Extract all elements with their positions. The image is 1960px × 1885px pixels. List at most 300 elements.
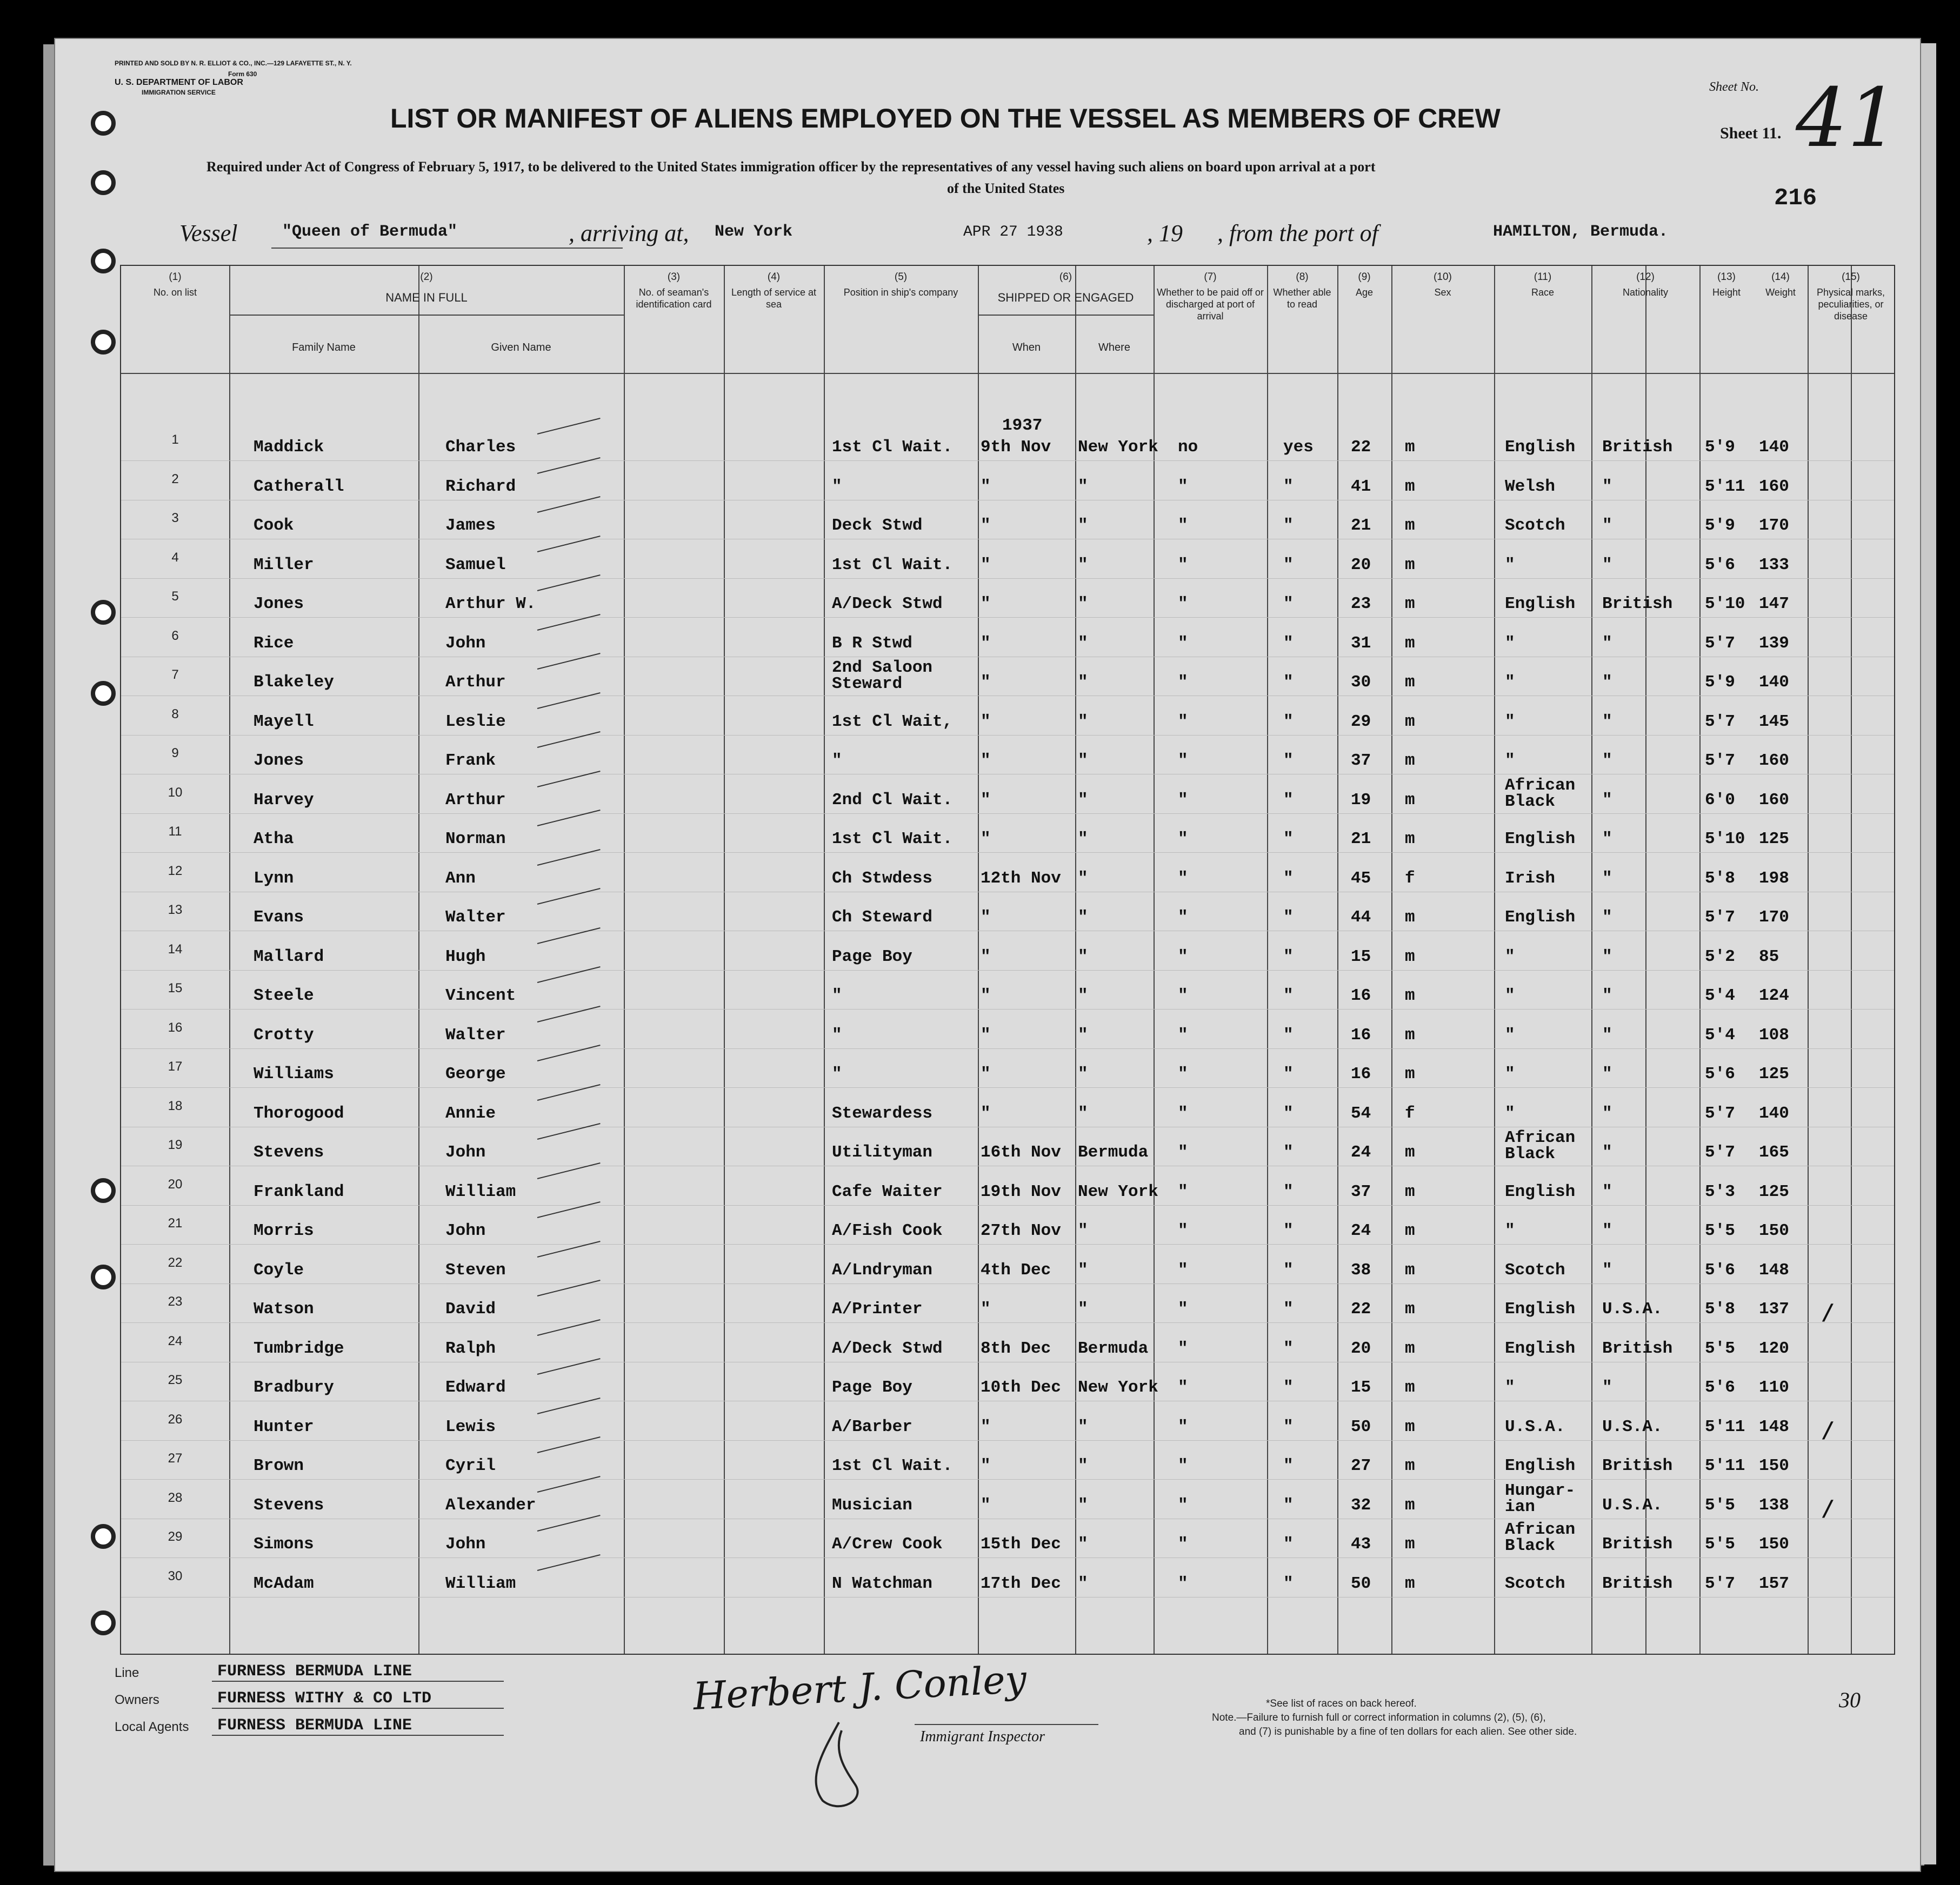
column-header: Nationality <box>1622 287 1669 298</box>
cell-position: A/Crew Cook <box>832 1535 943 1554</box>
cell-race: " <box>1505 633 1515 653</box>
note-fine-2: and (7) is punishable by a fine of ten dollars for each alien. See other side. <box>1239 1726 1577 1737</box>
cell-age: 20 <box>1351 1339 1371 1358</box>
cell-given: William <box>445 1182 516 1201</box>
punch-hole <box>91 1524 116 1549</box>
cell-position: Ch Steward <box>832 908 933 927</box>
cell-read: " <box>1283 908 1294 927</box>
sheet-label: Sheet 11. <box>1720 124 1782 142</box>
cell-race: English <box>1505 1300 1576 1319</box>
sheet-handwritten: 41 <box>1796 71 1899 165</box>
column-divider <box>724 266 725 1654</box>
page-title: LIST OR MANIFEST OF ALIENS EMPLOYED ON THE VESSEL AS MEMBERS OF CREW <box>390 103 1501 133</box>
cell-where: " <box>1078 751 1088 770</box>
cell-weight: 148 <box>1759 1260 1789 1280</box>
cell-when: " <box>981 1495 991 1515</box>
cell-position: Musician <box>832 1495 912 1515</box>
cell-read: " <box>1283 1456 1294 1475</box>
cell-age: 50 <box>1351 1574 1371 1593</box>
cell-where: " <box>1078 712 1088 731</box>
cell-position: B R Stwd <box>832 633 912 653</box>
cell-where: " <box>1078 1221 1088 1240</box>
punch-hole <box>91 170 116 195</box>
row-number: 7 <box>171 667 179 682</box>
cell-nat: " <box>1602 555 1612 574</box>
cell-race: African Black <box>1505 776 1576 811</box>
cell-age: 27 <box>1351 1456 1371 1475</box>
id-card-mark <box>537 1084 601 1100</box>
row-number: 13 <box>168 903 183 917</box>
id-card-mark <box>537 457 601 473</box>
column-header: Weight <box>1765 287 1796 298</box>
cell-where: " <box>1078 830 1088 848</box>
cell-race: " <box>1505 1025 1515 1045</box>
cell-race: U.S.A. <box>1505 1417 1565 1436</box>
cell-height: 5'7 <box>1705 908 1735 927</box>
cell-age: 21 <box>1351 516 1371 535</box>
row-number: 22 <box>168 1255 183 1270</box>
cell-read: " <box>1283 1065 1294 1084</box>
cell-age: 45 <box>1351 868 1371 888</box>
crew-table <box>120 265 1895 1655</box>
cell-family: Stevens <box>254 1495 324 1515</box>
cell-where: " <box>1078 673 1088 692</box>
where-header: Where <box>1098 342 1130 353</box>
column-number: (2) <box>420 271 433 283</box>
cell-race: English <box>1505 1456 1576 1475</box>
cell-position: Deck Stwd <box>832 516 923 535</box>
cell-nat: " <box>1602 751 1612 770</box>
cell-nat: " <box>1602 790 1612 810</box>
cell-sex: m <box>1405 908 1415 927</box>
cell-position: Page Boy <box>832 1378 912 1397</box>
id-card-mark <box>537 810 601 826</box>
cell-family: Maddick <box>254 438 324 457</box>
cell-weight: 160 <box>1759 751 1789 770</box>
row-rule <box>121 1322 1894 1323</box>
cell-position: " <box>832 751 842 770</box>
cell-given: Richard <box>445 477 516 496</box>
row-rule <box>121 1479 1894 1480</box>
cell-position: N Watchman <box>832 1574 933 1593</box>
cell-nat: " <box>1602 1104 1612 1123</box>
row-number: 17 <box>168 1059 183 1074</box>
cell-when: " <box>981 1025 991 1045</box>
cell-nat: " <box>1602 477 1612 496</box>
cell-when: " <box>981 830 991 848</box>
cell-height: 5'7 <box>1705 1574 1735 1593</box>
cell-age: 32 <box>1351 1495 1371 1515</box>
cell-nat: British <box>1602 1535 1673 1554</box>
cell-race: English <box>1505 1339 1576 1358</box>
cell-where: Bermuda <box>1078 1143 1149 1162</box>
cell-nat: " <box>1602 908 1612 927</box>
row-number: 26 <box>168 1412 183 1427</box>
margin-note: 30 <box>1839 1688 1861 1712</box>
cell-family: Jones <box>254 751 304 770</box>
cell-family: Atha <box>254 830 294 848</box>
given-name-header: Given Name <box>491 342 551 353</box>
cell-race: " <box>1505 555 1515 574</box>
cell-height: 5'11 <box>1705 1456 1745 1475</box>
cell-nat: U.S.A. <box>1602 1300 1663 1319</box>
cell-when: " <box>981 1065 991 1084</box>
punch-hole <box>91 1265 116 1289</box>
cell-weight: 165 <box>1759 1143 1789 1162</box>
cell-paid: " <box>1178 751 1188 770</box>
row-number: 19 <box>168 1138 183 1152</box>
cell-when: " <box>981 516 991 535</box>
punch-hole <box>91 1610 116 1635</box>
id-card-mark <box>537 1475 601 1492</box>
cell-read: " <box>1283 555 1294 574</box>
cell-race: African Black <box>1505 1128 1576 1164</box>
cell-where: " <box>1078 1104 1088 1123</box>
cell-weight: 125 <box>1759 830 1789 848</box>
cell-position: A/Lndryman <box>832 1260 933 1280</box>
cell-when: " <box>981 555 991 574</box>
cell-height: 5'7 <box>1705 712 1735 731</box>
cell-paid: " <box>1178 1495 1188 1515</box>
cell-read: " <box>1283 1182 1294 1201</box>
cell-race: " <box>1505 1221 1515 1240</box>
cell-position: 2nd Cl Wait. <box>832 790 953 810</box>
cell-height: 5'7 <box>1705 633 1735 653</box>
cell-paid: " <box>1178 1260 1188 1280</box>
column-number: (13) <box>1717 271 1736 283</box>
cell-weight: 150 <box>1759 1221 1789 1240</box>
id-card-mark <box>537 653 601 670</box>
cell-paid: " <box>1178 868 1188 888</box>
cell-nat: U.S.A. <box>1602 1417 1663 1436</box>
cell-given: Lewis <box>445 1417 496 1436</box>
form-number: Form 630 <box>228 70 257 78</box>
cell-read: yes <box>1283 438 1314 457</box>
cell-nat: " <box>1602 986 1612 1005</box>
cell-family: Blakeley <box>254 673 334 692</box>
cell-given: Alexander <box>445 1495 536 1515</box>
cell-position: 1st Cl Wait. <box>832 830 953 848</box>
column-header: No. of seaman's identification card <box>636 287 712 310</box>
cell-when: " <box>981 986 991 1005</box>
cell-race: English <box>1505 830 1576 848</box>
vessel-underline <box>271 248 623 249</box>
cell-given: Vincent <box>445 986 516 1005</box>
cell-height: 5'6 <box>1705 555 1735 574</box>
punch-hole <box>91 330 116 355</box>
cell-given: Leslie <box>445 712 506 731</box>
cell-read: " <box>1283 477 1294 496</box>
column-header: SHIPPED OR ENGAGED <box>997 291 1134 304</box>
id-card-mark <box>537 613 601 630</box>
cell-sex: m <box>1405 477 1415 496</box>
column-header: Height <box>1712 287 1741 298</box>
cell-family: Catherall <box>254 477 344 496</box>
cell-weight: 108 <box>1759 1025 1789 1045</box>
cell-position: Cafe Waiter <box>832 1182 943 1201</box>
cell-sex: m <box>1405 1221 1415 1240</box>
cell-where: New York <box>1078 1182 1158 1201</box>
cell-position: A/Printer <box>832 1300 923 1319</box>
cell-sex: m <box>1405 830 1415 848</box>
cell-position: 1st Cl Wait. <box>832 438 953 457</box>
cell-paid: " <box>1178 830 1188 848</box>
inspector-underline <box>915 1724 1098 1725</box>
cell-sex: m <box>1405 594 1415 613</box>
row-rule <box>121 1244 1894 1245</box>
cell-weight: 133 <box>1759 555 1789 574</box>
cell-nat: " <box>1602 516 1612 535</box>
cell-paid: " <box>1178 712 1188 731</box>
cell-read: " <box>1283 751 1294 770</box>
punch-hole <box>91 1178 116 1203</box>
cell-age: 31 <box>1351 633 1371 653</box>
cell-read: " <box>1283 516 1294 535</box>
column-header: Physical marks, peculiarities, or disease <box>1816 287 1885 322</box>
cell-age: 37 <box>1351 1182 1371 1201</box>
cell-given: Walter <box>445 1025 506 1045</box>
row-rule <box>121 1009 1894 1010</box>
column-number: (4) <box>767 271 781 283</box>
cell-sex: m <box>1405 1025 1415 1045</box>
cell-paid: " <box>1178 1221 1188 1240</box>
cell-read: " <box>1283 1417 1294 1436</box>
cell-family: Hunter <box>254 1417 314 1436</box>
row-number: 1 <box>171 432 179 447</box>
owners-label: Owners <box>115 1693 159 1707</box>
cell-when: " <box>981 712 991 731</box>
cell-paid: " <box>1178 633 1188 653</box>
cell-height: 5'4 <box>1705 1025 1735 1045</box>
cell-sex: m <box>1405 1300 1415 1319</box>
row-rule <box>121 970 1894 971</box>
vessel-label: Vessel <box>179 220 238 246</box>
column-header: Sex <box>1434 287 1451 298</box>
cell-height: 5'6 <box>1705 1065 1735 1084</box>
cell-age: 30 <box>1351 673 1371 692</box>
cell-height: 5'3 <box>1705 1182 1735 1201</box>
cell-nat: British <box>1602 594 1673 613</box>
cell-where: " <box>1078 908 1088 927</box>
cell-paid: " <box>1178 1535 1188 1554</box>
cell-age: 21 <box>1351 830 1371 848</box>
note-fine-1: Note.—Failure to furnish full or correct information in columns (2), (5), (6), <box>1212 1712 1546 1723</box>
cell-nat: " <box>1602 1378 1612 1397</box>
cell-read: " <box>1283 1260 1294 1280</box>
cell-read: " <box>1283 673 1294 692</box>
column-header: Whether to be paid off or discharged at port of arrival <box>1157 287 1264 322</box>
cell-age: 29 <box>1351 712 1371 731</box>
cell-given: Ralph <box>445 1339 496 1358</box>
cell-given: Arthur W. <box>445 594 536 613</box>
cell-age: 22 <box>1351 1300 1371 1319</box>
cell-sex: m <box>1405 790 1415 810</box>
cell-race: " <box>1505 751 1515 770</box>
row-rule <box>121 1048 1894 1049</box>
cell-given: Walter <box>445 908 506 927</box>
cell-given: Charles <box>445 438 516 457</box>
cell-when: " <box>981 947 991 966</box>
cell-where: " <box>1078 986 1088 1005</box>
cell-where: " <box>1078 1535 1088 1554</box>
cell-position: 2nd Saloon Steward <box>832 658 933 693</box>
cell-paid: " <box>1178 947 1188 966</box>
row-number: 5 <box>171 589 179 604</box>
id-card-mark <box>537 692 601 708</box>
cell-race: African Black <box>1505 1520 1576 1555</box>
id-card-mark <box>537 1436 601 1453</box>
line-value: FURNESS BERMUDA LINE <box>217 1662 412 1681</box>
cell-where: " <box>1078 594 1088 613</box>
column-divider <box>1267 266 1268 1654</box>
column-divider <box>1591 266 1592 1654</box>
cell-given: John <box>445 1535 486 1554</box>
row-rule <box>121 617 1894 618</box>
cell-family: Lynn <box>254 868 294 888</box>
cell-where: " <box>1078 516 1088 535</box>
cell-age: 44 <box>1351 908 1371 927</box>
cell-when: 10th Dec <box>981 1378 1061 1397</box>
cell-sex: m <box>1405 1417 1415 1436</box>
column-divider <box>1154 266 1155 1654</box>
cell-sex: m <box>1405 1456 1415 1475</box>
from-port: HAMILTON, Bermuda. <box>1493 223 1669 241</box>
cell-where: " <box>1078 1456 1088 1475</box>
column-header: Race <box>1531 287 1555 298</box>
cell-nat: " <box>1602 673 1612 692</box>
column-number: (10) <box>1434 271 1452 283</box>
column-number: (11) <box>1534 271 1552 283</box>
cell-race: Scotch <box>1505 1574 1565 1593</box>
cell-family: Evans <box>254 908 304 927</box>
cell-family: Watson <box>254 1300 314 1319</box>
cell-family: Thorogood <box>254 1104 344 1123</box>
cell-age: 22 <box>1351 438 1371 457</box>
cell-when: " <box>981 1456 991 1475</box>
inspector-label: Immigrant Inspector <box>920 1728 1045 1745</box>
cell-height: 5'5 <box>1705 1221 1735 1240</box>
cell-height: 5'6 <box>1705 1378 1735 1397</box>
row-number: 30 <box>168 1568 183 1583</box>
subtitle-line-2: of the United States <box>947 181 1065 196</box>
cell-where: Bermuda <box>1078 1339 1149 1358</box>
cell-read: " <box>1283 1495 1294 1515</box>
cell-given: George <box>445 1065 506 1084</box>
note-races: *See list of races on back hereof. <box>1266 1698 1417 1709</box>
cell-given: Arthur <box>445 673 506 692</box>
cell-sex: f <box>1405 868 1415 888</box>
cell-family: Harvey <box>254 790 314 810</box>
cell-sex: m <box>1405 712 1415 731</box>
column-divider <box>229 266 230 1654</box>
vessel-name: "Queen of Bermuda" <box>282 223 458 241</box>
cell-family: Morris <box>254 1221 314 1240</box>
cell-paid: " <box>1178 1300 1188 1319</box>
row-number: 27 <box>168 1451 183 1466</box>
cell-age: 15 <box>1351 947 1371 966</box>
cell-given: James <box>445 516 496 535</box>
cell-marks: / <box>1824 1300 1832 1325</box>
cell-weight: 140 <box>1759 438 1789 457</box>
row-number: 9 <box>171 746 179 760</box>
cell-nat: " <box>1602 1025 1612 1045</box>
stamp-number: 216 <box>1774 185 1817 212</box>
cell-position: Page Boy <box>832 947 912 966</box>
cell-height: 5'7 <box>1705 1143 1735 1162</box>
column-number: (6) <box>1059 271 1072 283</box>
cell-given: David <box>445 1300 496 1319</box>
cell-paid: " <box>1178 790 1188 810</box>
row-rule <box>121 1087 1894 1088</box>
cell-position: Utilityman <box>832 1143 933 1162</box>
department: U. S. DEPARTMENT OF LABOR <box>115 78 243 87</box>
cell-paid: no <box>1178 438 1198 457</box>
cell-sex: m <box>1405 516 1415 535</box>
row-number: 12 <box>168 863 183 878</box>
row-number: 24 <box>168 1333 183 1348</box>
column-number: (14) <box>1771 271 1790 283</box>
cell-read: " <box>1283 1535 1294 1554</box>
cell-weight: 125 <box>1759 1065 1789 1084</box>
cell-family: Bradbury <box>254 1378 334 1397</box>
cell-weight: 150 <box>1759 1535 1789 1554</box>
cell-nat: " <box>1602 1182 1612 1201</box>
cell-family: Crotty <box>254 1025 314 1045</box>
date-stamp: APR 27 1938 <box>963 224 1063 240</box>
row-number: 4 <box>171 550 179 565</box>
cell-when: 12th Nov <box>981 868 1061 888</box>
row-rule <box>121 460 1894 461</box>
cell-family: Brown <box>254 1456 304 1475</box>
cell-paid: " <box>1178 1574 1188 1593</box>
cell-sex: m <box>1405 1143 1415 1162</box>
cell-position: Stewardess <box>832 1104 933 1123</box>
cell-when: " <box>981 908 991 927</box>
cell-height: 5'10 <box>1705 830 1745 848</box>
cell-when: " <box>981 594 991 613</box>
cell-age: 54 <box>1351 1104 1371 1123</box>
agents-label: Local Agents <box>115 1720 189 1734</box>
cell-when: " <box>981 1104 991 1123</box>
cell-when: " <box>981 633 991 653</box>
cell-position: Ch Stwdess <box>832 868 933 888</box>
column-number: (3) <box>667 271 681 283</box>
column-divider <box>1851 266 1852 1654</box>
cell-weight: 85 <box>1759 947 1779 966</box>
column-divider <box>624 266 625 1654</box>
cell-position: A/Fish Cook <box>832 1221 943 1240</box>
cell-age: 38 <box>1351 1260 1371 1280</box>
cell-paid: " <box>1178 1143 1188 1162</box>
column-divider <box>1645 266 1646 1654</box>
cell-paid: " <box>1178 516 1188 535</box>
cell-when: 27th Nov <box>981 1221 1061 1240</box>
manifest-page <box>54 38 1921 1872</box>
column-divider <box>1494 266 1495 1654</box>
id-card-mark <box>537 1123 601 1140</box>
cell-race: Scotch <box>1505 516 1565 535</box>
cell-paid: " <box>1178 1378 1188 1397</box>
column-header: Age <box>1355 287 1374 298</box>
cell-where: " <box>1078 477 1088 496</box>
cell-read: " <box>1283 1221 1294 1240</box>
cell-family: Cook <box>254 516 294 535</box>
cell-sex: m <box>1405 673 1415 692</box>
punch-hole <box>91 249 116 273</box>
cell-read: " <box>1283 947 1294 966</box>
column-header: Whether able to read <box>1273 287 1331 310</box>
cell-nat: U.S.A. <box>1602 1495 1663 1515</box>
